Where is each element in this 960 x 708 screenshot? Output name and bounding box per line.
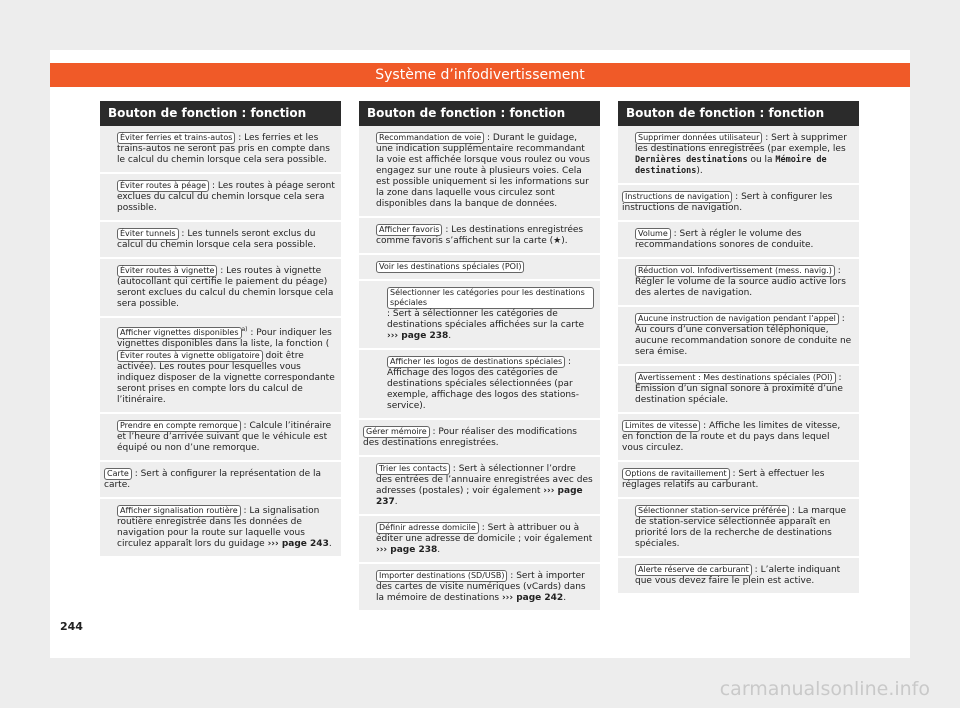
function-button[interactable]: Éviter tunnels <box>117 228 179 240</box>
function-button[interactable]: Recommandation de voie <box>376 132 484 144</box>
page-reference[interactable]: ››› page 238 <box>376 545 438 555</box>
entry-fuel-reserve-alert: Alerte réserve de carburant : L’alerte indiquant que vous devez faire le plein est active. <box>618 558 859 595</box>
function-button[interactable]: Options de ravitaillement <box>622 468 730 480</box>
function-button[interactable]: Limites de vitesse <box>622 420 700 432</box>
table-header: Bouton de fonction : fonction <box>618 101 859 126</box>
entry-show-vignettes: Afficher vignettes disponibles $^{a)}$ : Pour indiquer les vignettes disponibles dans la liste, la fonction (Éviter routes à vignette obligatoire doit être activée). Les routes pour lesquelles vous indiquez disposer de la vignette correspondante seront prises en compte lors du calcul de l’itinéraire. <box>100 318 341 414</box>
function-button[interactable]: Trier les contacts <box>376 463 450 475</box>
entry-avoid-ferries: Éviter ferries et trains-autos : Les ferries et les trains-autos ne seront pas pris en compte dans le calcul du chemin lorsque cela sera possible. <box>100 126 341 174</box>
entry-avoid-tolls: Éviter routes à péage : Les routes à péage seront exclues du calcul du chemin lorsque cela sera possible. <box>100 174 341 222</box>
menu-term: Dernières destinations <box>635 155 748 165</box>
function-button[interactable]: Afficher les logos de destinations spéciales <box>387 356 565 368</box>
section-banner: Système d’infodivertissement <box>50 63 910 87</box>
watermark: carmanualsonline.info <box>719 678 930 700</box>
entry-speed-limits: Limites de vitesse : Affiche les limites de vitesse, en fonction de la route et du pays dans lequel vous circulez. <box>618 414 859 462</box>
function-button[interactable]: Gérer mémoire <box>363 426 430 438</box>
entry-road-signs: Afficher signalisation routière : La signalisation routière enregistrée dans les données de navigation pour la route sur laquelle vous circulez apparaît lors du guidage ››› page 243. <box>100 499 341 558</box>
function-button[interactable]: Aucune instruction de navigation pendant l’appel <box>635 313 839 325</box>
entry-poi-warning: Avertissement : Mes destinations spéciales (POI) : Émission d’un signal sonore à proximité d’une destination spéciale. <box>618 366 859 414</box>
function-button[interactable]: Éviter ferries et trains-autos <box>117 132 235 144</box>
function-button[interactable]: Définir adresse domicile <box>376 522 479 534</box>
entry-preferred-station: Sélectionner station-service préférée : La marque de station-service sélectionnée apparaît en priorité lors de la recherche de destinations spéciales. <box>618 499 859 558</box>
function-table-1 <box>100 101 341 558</box>
function-button[interactable]: Voir les destinations spéciales (POI) <box>376 261 524 273</box>
function-button[interactable]: Supprimer données utilisateur <box>635 132 762 144</box>
function-button[interactable]: Volume <box>635 228 671 240</box>
function-button[interactable]: Éviter routes à vignette <box>117 265 217 277</box>
entry-trailer: Prendre en compte remorque : Calcule l’itinéraire et l’heure d’arrivée suivant que le véhicule est équipé ou non d’une remorque. <box>100 414 341 462</box>
function-button[interactable]: Afficher signalisation routière <box>117 505 241 517</box>
entry-manage-memory: Gérer mémoire : Pour réaliser des modifications des destinations enregistrées. <box>359 420 600 457</box>
function-button[interactable]: Afficher favoris <box>376 224 442 236</box>
function-table-2 <box>359 101 600 612</box>
function-button[interactable]: Sélectionner les catégories pour les destinations spéciales <box>387 287 594 309</box>
entry-no-instruction-during-call: Aucune instruction de navigation pendant l’appel : Au cours d’une conversation téléphonique, aucune recommandation sonore de conduite ne sera émise. <box>618 307 859 366</box>
function-button[interactable]: Réduction vol. Infodivertissement (mess. navig.) <box>635 265 835 277</box>
footnote-marker: a) <box>241 326 248 333</box>
function-button[interactable]: Éviter routes à péage <box>117 180 209 192</box>
entry-delete-user-data: Supprimer données utilisateur : Sert à supprimer les destinations enregistrées (par exemple, les Dernières destinations ou la Mémoire de destinations). <box>618 126 859 185</box>
function-button[interactable]: Éviter routes à vignette obligatoire <box>117 350 263 362</box>
entry-poi-logos: Afficher les logos de destinations spéciales : Affichage des logos des catégories de destinations spéciales sélectionnées (par exemple, affichage des logos des stations-service). <box>359 350 600 420</box>
entry-show-favorites: Afficher favoris : Les destinations enregistrées comme favoris s’affichent sur la carte (★). <box>359 218 600 255</box>
page-reference[interactable]: ››› page 238 <box>387 331 449 341</box>
page-reference[interactable]: ››› page 237 <box>376 486 583 507</box>
function-button[interactable]: Avertissement : Mes destinations spéciales (POI) <box>635 372 836 384</box>
function-button[interactable]: Importer destinations (SD/USB) <box>376 570 507 582</box>
table-header: Bouton de fonction : fonction <box>359 101 600 126</box>
menu-term: Mémoire de destinations <box>635 155 827 176</box>
entry-avoid-vignette: Éviter routes à vignette : Les routes à vignette (autocollant qui certifie le paiement du péage) seront exclues du calcul du chemin lorsque cela sera possible. <box>100 259 341 318</box>
page-reference[interactable]: ››› page 242 <box>501 593 564 603</box>
function-button[interactable]: Sélectionner station-service préférée <box>635 505 789 517</box>
star-icon: ★ <box>553 236 562 246</box>
function-button[interactable]: Alerte réserve de carburant <box>635 564 752 576</box>
page-number: 244 <box>60 620 83 633</box>
function-button[interactable]: Afficher vignettes disponibles <box>117 327 242 339</box>
entry-fuel-options: Options de ravitaillement : Sert à effectuer les réglages relatifs au carburant. <box>618 462 859 499</box>
entry-volume-reduction: Réduction vol. Infodivertissement (mess. navig.) : Régler le volume de la source audio active lors des alertes de navigation. <box>618 259 859 307</box>
entry-import-destinations: Importer destinations (SD/USB) : Sert à importer des cartes de visite numériques (vCards) dans la mémoire de destinations ››› page 242. <box>359 564 600 612</box>
entry-sort-contacts: Trier les contacts : Sert à sélectionner l’ordre des entrées de l’annuaire enregistrées avec des adresses (postales) ; voir également ››› page 237. <box>359 457 600 516</box>
function-table-3 <box>618 101 859 595</box>
page-reference[interactable]: ››› page 243 <box>267 539 329 549</box>
table-header: Bouton de fonction : fonction <box>100 101 341 126</box>
entry-home-address: Définir adresse domicile : Sert à attribuer ou à éditer une adresse de domicile ; voir également ››› page 238. <box>359 516 600 564</box>
function-button[interactable]: Prendre en compte remorque <box>117 420 241 432</box>
entry-show-poi <box>359 255 600 281</box>
entry-navigation-instructions: Instructions de navigation : Sert à configurer les instructions de navigation. <box>618 185 859 222</box>
entry-volume: Volume : Sert à régler le volume des recommandations sonores de conduite. <box>618 222 859 259</box>
entry-poi-categories: Sélectionner les catégories pour les destinations spéciales : Sert à sélectionner les catégories de destinations spéciales affichées sur la carte ››› page 238. <box>359 281 600 350</box>
entry-map: Carte : Sert à configurer la représentation de la carte. <box>100 462 341 499</box>
entry-lane-recommendation: Recommandation de voie : Durant le guidage, une indication supplémentaire recommandant la voie est affichée lorsque vous roulez ou vous engagez sur une route à plusieurs voies. Cela est possible uniquement si les informations sur la zone dans laquelle vous circulez sont disponibles dans la banque de données. <box>359 126 600 218</box>
function-button[interactable]: Instructions de navigation <box>622 191 732 203</box>
entry-avoid-tunnels: Éviter tunnels : Les tunnels seront exclus du calcul du chemin lorsque cela sera possible. <box>100 222 341 259</box>
function-button[interactable]: Carte <box>104 468 132 480</box>
